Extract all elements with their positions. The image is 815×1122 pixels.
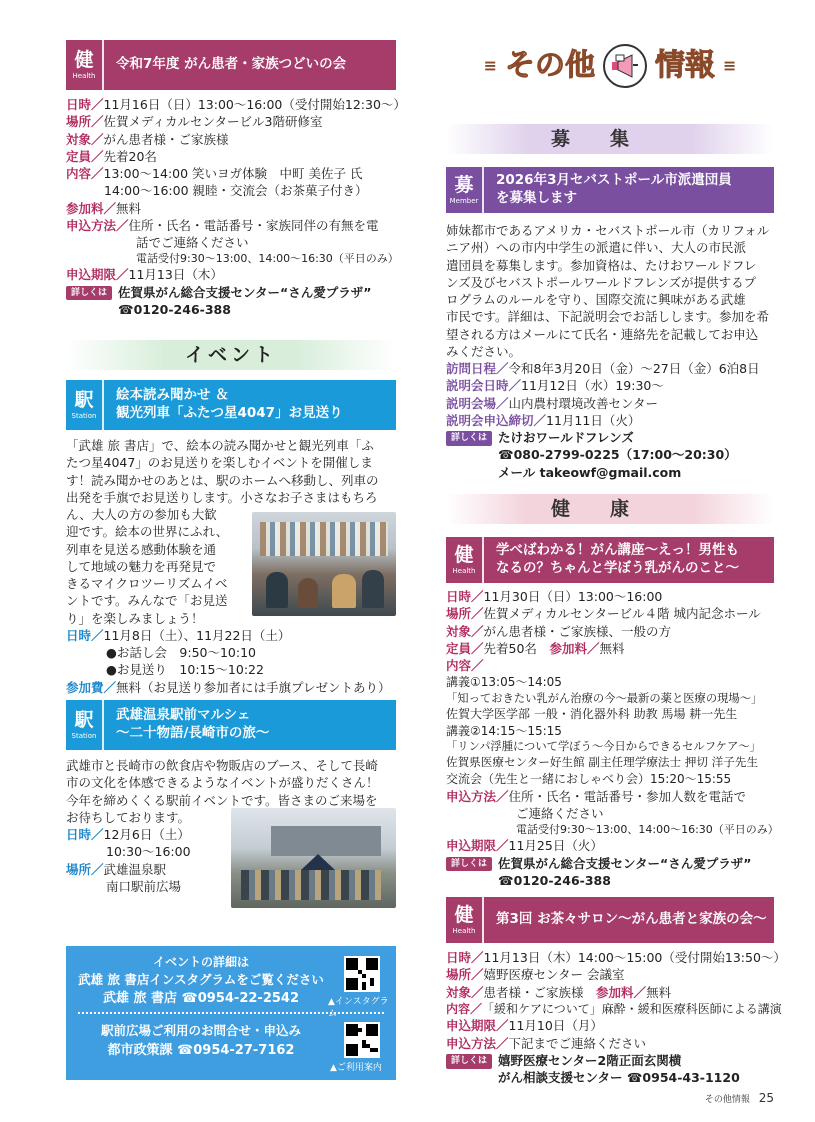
body-line: ん、大人の方の参加も大歓: [66, 507, 217, 522]
page-header: ≡ その他 情報 ≡: [446, 36, 774, 96]
detail-row: 場所／佐賀メディカルセンタービル3階研修室: [66, 114, 323, 130]
health2-details: 日時／11月30日（日）13:00〜16:00 場所／佐賀メディカルセンタービル４階 城内記念ホール 対象／がん患者様・ご家族様、一般の方 定員／先着50名 参加料／無料 内容／ 講義①13:05〜14:05 「知っておきたい乳がん治療の今〜最新の薬と医療の現場〜」 佐賀大学医学部 一般・消化器外科 助教 馬場 耕一先生 講義②14:15〜15:15 「リンパ浮腫について学ぼう〜今日からできるセルフケア〜」 佐賀県医療センター好生館 副主任理学療法士 押切 洋子先生 交流会（先生と一緒におしゃべり会）15:20〜15:55 申込方法／住所・氏名・電話番号・参加人数を電話で ご連絡ください 電話受付9:30〜13:00、14:00〜16:30（平日のみ） 申込期限／11月25日（火） 詳しくは 佐賀県がん総合支援センター“さん愛プラザ” ☎0120-246-388: [446, 589, 779, 888]
detail-row: 内容／13:00〜14:00 笑いヨガ体験 中町 美佐子 氏: [66, 166, 363, 181]
body-line: お待ちしております。: [66, 809, 191, 825]
detail-chip: 詳しくは: [446, 857, 492, 871]
section-heading-boshu: 募集: [446, 124, 774, 154]
section-heading-kenko: 健康: [446, 494, 774, 524]
body-line: みください。: [446, 343, 522, 359]
body-line: 遣団員を募集します。参加資格は、たけおワールドフレ: [446, 257, 757, 273]
body-line: 列車を見送る感動体験を通: [66, 541, 217, 557]
contact-row: 詳しくは 佐賀県がん総合支援センター“さん愛プラザ”: [66, 284, 396, 301]
detail-row: 対象／がん患者様・ご家族様: [66, 131, 229, 147]
health1-details: [66, 96, 406, 318]
body-line: り」を楽しみましょう！: [66, 610, 204, 626]
event-title: 学べばわかる！がん講座〜えっ！男性も なるの？ちゃんと学ぼう乳がんのこと〜: [496, 542, 739, 576]
body-line: ンズ及びセバストポールワールドフレンズが提供するプ: [446, 274, 757, 290]
phone-number: ☎0120-246-388: [498, 872, 611, 888]
body-line: きるマイクロツーリズムイベ: [66, 576, 228, 591]
detail-row: 申込期限／11月13日（木）: [66, 267, 223, 283]
event-title: 武雄温泉駅前マルシェ 〜二十物語/長崎市の旅〜: [116, 707, 270, 741]
event-title: 絵本読み聞かせ ＆ 観光列車「ふたつ星4047」お見送り: [116, 387, 343, 421]
health-badge-icon: 健 Health: [66, 40, 104, 90]
event-title: 2026年3月セバストポール市派遣団員 を募集します: [496, 172, 732, 206]
qr-code-usage[interactable]: [344, 1022, 380, 1058]
body-line: 迎です。絵本の世界にふれ、: [66, 524, 229, 540]
body-line: ントです。みんなで「お見送: [66, 593, 228, 609]
health-header-ochacha: [446, 897, 774, 943]
body-line: 「武雄 旅 書店」で、絵本の読み聞かせと観光列車「ふ: [66, 438, 374, 453]
station-badge-icon: 駅 Station: [66, 700, 104, 750]
body-line: 姉妹都市であるアメリカ・セバストポール市（カリフォル: [446, 223, 770, 238]
detail-row: 定員／先着20名: [66, 148, 157, 164]
marche-photo: [231, 808, 396, 908]
page-footer: [686, 1090, 774, 1107]
health-badge-icon: 健 Health: [446, 897, 484, 943]
qr-caption: ▲ご利用案内: [330, 1063, 382, 1073]
station2-details: 武雄市と長崎市の飲食店や物販店のブース、そして長崎 市の文化を体感できるようなイベントが盛りだくさん！ 今年を締めくくる駅前イベントです。皆さまのご来場を お待ちしております。 日時／12月6日（土） 10:30〜16:00 場所／武雄温泉駅 南口駅前広場: [66, 757, 396, 895]
body-line: ニア州）への市内中学生の派遣に伴い、大人の市民派: [446, 240, 747, 256]
megaphone-icon: [603, 44, 647, 88]
station-badge-icon: 駅 Station: [66, 380, 104, 430]
station-header-marche: [66, 700, 396, 750]
body-line: 出発を手旗でお見送りします。小さなお子さまはもちろ: [66, 489, 378, 505]
footer-section: その他情報: [704, 1095, 750, 1105]
detail-row: 参加料／無料: [66, 200, 142, 216]
phone-number: ☎080-2799-0225（17:00〜20:30）: [498, 447, 737, 463]
section-heading-event: イベント: [66, 340, 396, 370]
body-line: 武雄市と長崎市の飲食店や物販店のブース、そして長崎: [66, 758, 378, 773]
member1-details: 姉妹都市であるアメリカ・セバストポール市（カリフォル ニア州）への市内中学生の派遣に伴い、大人の市民派 遣団員を募集します。参加資格は、たけおワールドフレ ンズ及びセバストポールワールドフレンズが提供するプ ログラムのルールを守り、国際交流に興味がある武雄 市民です。詳細は、下記説明会でお話しします。参加を希 望される方はメールにて氏名・連絡先を記載してお申込 みください。 訪問日程／令和8年3月20日（金）〜27日（金）6泊8日 説明会日時／11月12日（水）19:30〜 説明会場／山内農村環境改善センター 説明会申込締切／11月11日（火） 詳しくは たけおワールドフレンズ ☎080-2799-0225（17:00〜20:30） メール takeowf@gmail.com: [446, 222, 774, 481]
station1-details: 「武雄 旅 書店」で、絵本の読み聞かせと観光列車「ふ たつ星4047」のお見送りを楽しむイベントを開催しま す！読み聞かせのあとは、駅のホームへ移動し、列車の 出発を手旗でお見送りします。小さなお子さまはもちろ ん、大人の方の参加も大歓 迎です。絵本の世界にふれ、 列車を見送る感動体験を通 して地域の魅力を再発見で きるマイクロツーリズムイベ ントです。みんなで「お見送 り」を楽しみましょう！ 日時／11月8日（土）、11月22日（土） ●お話し会 9:50〜10:10 ●お見送り 10:15〜10:22 参加費／無料（お見送り参加者には手旗プレゼントあり）: [66, 437, 396, 696]
phone-number: がん相談支援センター ☎0954-43-1120: [498, 1070, 740, 1086]
detail-chip: 詳しくは: [446, 431, 492, 445]
body-line: して地域の魅力を再発見で: [66, 558, 217, 574]
body-line: す！読み聞かせのあとは、駅のホームへ移動し、列車の: [66, 472, 379, 488]
health-badge-icon: 健 Health: [446, 537, 484, 583]
body-line: ログラムのルールを守り、国際交流に興味がある武雄: [446, 292, 746, 307]
body-line: 市民です。詳細は、下記説明会でお話しします。参加を希: [446, 309, 770, 325]
body-line: 望される方はメールにて氏名・連絡先を記載してお申込: [446, 326, 759, 342]
health-header-gan-koza: [446, 537, 774, 583]
health-header-tsudoi: [66, 40, 396, 90]
member-header-sebastopol: [446, 167, 774, 213]
health3-details: 日時／11月13日（木）14:00〜15:00（受付開始13:50〜） 場所／嬉野医療センター 会議室 対象／患者様・ご家族様 参加料／無料 内容／「緩和ケアについて」麻酔・緩和医療科医師による講演 申込期限／11月10日（月） 申込方法／下記までご連絡ください 詳しくは 嬉野医療センター2階正面玄関横 がん相談支援センター ☎0954-43-1120: [446, 950, 786, 1086]
qr-code-instagram[interactable]: [344, 956, 380, 992]
event-title: 第3回 お茶々サロン〜がん患者と家族の会〜: [496, 911, 767, 928]
info-box: イベントの詳細は 武雄 旅 書店インスタグラムをご覧ください 武雄 旅 書店 ☎0954-22-2542 ▲インスタグラム 駅前広場ご利用のお問合せ・申込み 都市政策課 ☎0954-27-7162 ▲ご利用案内: [66, 946, 396, 1080]
detail-row: 電話受付9:30〜13:00、14:00〜16:30（平日のみ）: [136, 252, 399, 266]
email-address[interactable]: メール takeowf@gmail.com: [498, 464, 682, 480]
detail-chip: 詳しくは: [446, 1054, 492, 1068]
phone-number: ☎0120-246-388: [118, 301, 231, 317]
page-number: 25: [758, 1091, 774, 1105]
body-line: たつ星4047」のお見送りを楽しむイベントを開催しま: [66, 455, 373, 471]
station-header-ehon: [66, 380, 396, 430]
event-title: 令和7年度 がん患者・家族つどいの会: [116, 56, 347, 73]
detail-row: 14:00〜16:00 親睦・交流会（お茶菓子付き）: [104, 183, 368, 199]
body-line: 市の文化を体感できるようなイベントが盛りだくさん！: [66, 775, 379, 791]
detail-row: 話でご連絡ください: [136, 235, 249, 250]
detail-row: 日時／11月16日（日）13:00〜16:00（受付開始12:30〜）: [66, 97, 406, 112]
member-badge-icon: 募 Member: [446, 167, 484, 213]
detail-chip: 詳しくは: [66, 286, 112, 300]
body-line: 今年を締めくくる駅前イベントです。皆さまのご来場を: [66, 792, 378, 808]
storytime-photo: [252, 512, 396, 616]
detail-row: 申込方法／住所・氏名・電話番号・家族同伴の有無を電: [66, 217, 379, 233]
qr-caption: ▲インスタグラム: [328, 997, 389, 1020]
